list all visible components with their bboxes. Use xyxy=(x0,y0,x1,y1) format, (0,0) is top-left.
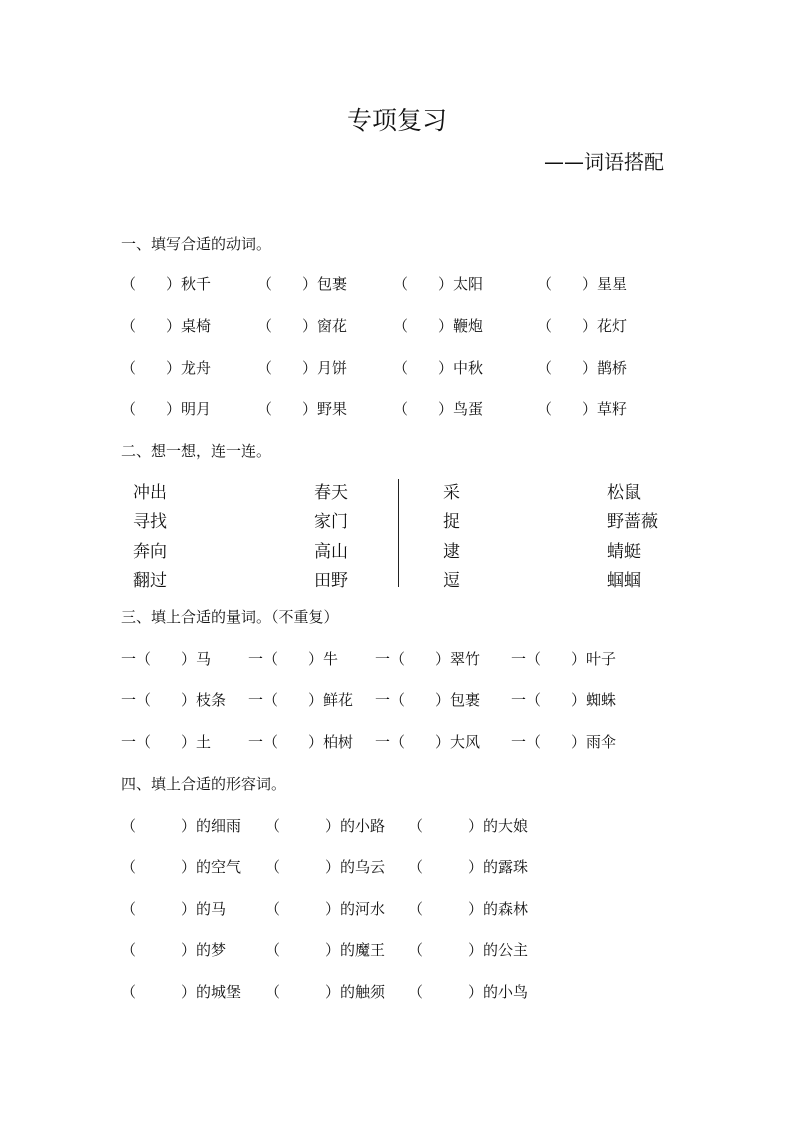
verb-blank-item[interactable]: （ ）月饼 xyxy=(257,359,348,377)
match-left-noun[interactable]: 田野 xyxy=(314,571,348,591)
adjective-blank-item[interactable]: （ ）的小路 xyxy=(265,817,386,835)
adjective-blank-item[interactable]: （ ）的马 xyxy=(121,900,227,918)
match-right-verb[interactable]: 逗 xyxy=(443,571,460,591)
measure-word-item[interactable]: 一（ ）柏树 xyxy=(248,733,354,751)
verb-blank-item[interactable]: （ ）秋千 xyxy=(121,275,212,293)
match-right-noun[interactable]: 野蔷薇 xyxy=(607,512,658,532)
match-right-verb[interactable]: 捉 xyxy=(443,512,460,532)
match-left-verb[interactable]: 寻找 xyxy=(133,512,167,532)
column-divider xyxy=(398,479,399,587)
measure-word-item[interactable]: 一（ ）牛 xyxy=(248,650,339,668)
match-right-noun[interactable]: 蜻蜓 xyxy=(607,542,641,562)
match-left-verb[interactable]: 冲出 xyxy=(133,483,167,503)
adjective-blank-item[interactable]: （ ）的空气 xyxy=(121,858,242,876)
adjective-blank-item[interactable]: （ ）的乌云 xyxy=(265,858,386,876)
adjective-blank-item[interactable]: （ ）的梦 xyxy=(121,941,227,959)
match-right-noun[interactable]: 蝈蝈 xyxy=(607,571,641,591)
adjective-blank-item[interactable]: （ ）的细雨 xyxy=(121,817,242,835)
adjective-blank-item[interactable]: （ ）的大娘 xyxy=(408,817,529,835)
measure-word-item[interactable]: 一（ ）雨伞 xyxy=(511,733,617,751)
match-left-verb[interactable]: 奔向 xyxy=(133,542,167,562)
verb-blank-item[interactable]: （ ）中秋 xyxy=(393,359,484,377)
verb-blank-item[interactable]: （ ）鹊桥 xyxy=(537,359,628,377)
verb-blank-item[interactable]: （ ）星星 xyxy=(537,275,628,293)
match-left-noun[interactable]: 家门 xyxy=(314,512,348,532)
measure-word-item[interactable]: 一（ ）大风 xyxy=(375,733,481,751)
measure-word-item[interactable]: 一（ ）鲜花 xyxy=(248,691,354,709)
measure-word-item[interactable]: 一（ ）包裹 xyxy=(375,691,481,709)
measure-word-item[interactable]: 一（ ）叶子 xyxy=(511,650,617,668)
adjective-blank-item[interactable]: （ ）的露珠 xyxy=(408,858,529,876)
match-left-noun[interactable]: 春天 xyxy=(314,483,348,503)
match-right-verb[interactable]: 逮 xyxy=(443,542,460,562)
page-title: 专项复习 xyxy=(346,106,447,135)
measure-word-item[interactable]: 一（ ）枝条 xyxy=(121,691,227,709)
measure-word-item[interactable]: 一（ ）土 xyxy=(121,733,212,751)
measure-word-item[interactable]: 一（ ）翠竹 xyxy=(375,650,481,668)
match-left-verb[interactable]: 翻过 xyxy=(133,571,167,591)
verb-blank-item[interactable]: （ ）鞭炮 xyxy=(393,317,484,335)
adjective-blank-item[interactable]: （ ）的城堡 xyxy=(121,983,242,1001)
measure-word-item[interactable]: 一（ ）马 xyxy=(121,650,212,668)
adjective-blank-item[interactable]: （ ）的小鸟 xyxy=(408,983,529,1001)
adjective-blank-item[interactable]: （ ）的河水 xyxy=(265,900,386,918)
verb-blank-item[interactable]: （ ）野果 xyxy=(257,400,348,418)
section3-heading: 三、填上合适的量词。（不重复） xyxy=(121,608,339,626)
verb-blank-item[interactable]: （ ）太阳 xyxy=(393,275,484,293)
adjective-blank-item[interactable]: （ ）的森林 xyxy=(408,900,529,918)
verb-blank-item[interactable]: （ ）明月 xyxy=(121,400,212,418)
match-right-noun[interactable]: 松鼠 xyxy=(607,483,641,503)
section2-heading: 二、想一想，连一连。 xyxy=(121,442,272,460)
verb-blank-item[interactable]: （ ）桌椅 xyxy=(121,317,212,335)
measure-word-item[interactable]: 一（ ）蜘蛛 xyxy=(511,691,617,709)
verb-blank-item[interactable]: （ ）龙舟 xyxy=(121,359,212,377)
verb-blank-item[interactable]: （ ）鸟蛋 xyxy=(393,400,484,418)
verb-blank-item[interactable]: （ ）包裹 xyxy=(257,275,348,293)
verb-blank-item[interactable]: （ ）花灯 xyxy=(537,317,628,335)
adjective-blank-item[interactable]: （ ）的公主 xyxy=(408,941,529,959)
adjective-blank-item[interactable]: （ ）的触须 xyxy=(265,983,386,1001)
match-right-verb[interactable]: 采 xyxy=(443,483,460,503)
adjective-blank-item[interactable]: （ ）的魔王 xyxy=(265,941,386,959)
page-subtitle: ——词语搭配 xyxy=(544,150,664,174)
section4-heading: 四、填上合适的形容词。 xyxy=(121,775,287,793)
section1-heading: 一、填写合适的动词。 xyxy=(121,235,272,253)
verb-blank-item[interactable]: （ ）草籽 xyxy=(537,400,628,418)
verb-blank-item[interactable]: （ ）窗花 xyxy=(257,317,348,335)
match-left-noun[interactable]: 高山 xyxy=(314,542,348,562)
